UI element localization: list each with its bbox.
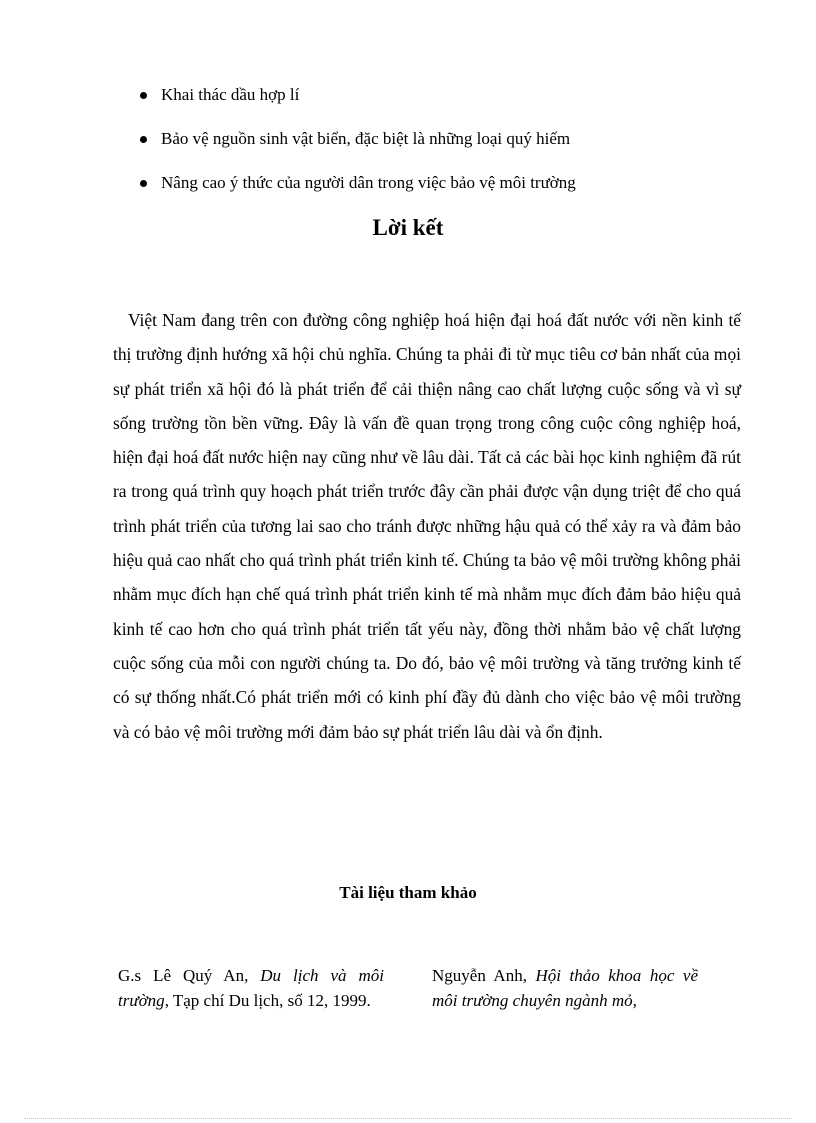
- list-item-text: Khai thác dầu hợp lí: [161, 85, 300, 104]
- reference-author: Nguyễn Anh,: [432, 966, 536, 985]
- reference-work: Du lịch và môi trường: [118, 966, 384, 1010]
- bullet-icon: [140, 136, 147, 143]
- conclusion-paragraph: Việt Nam đang trên con đường công nghiệp hoá hiện đại hoá đất nước với nền kinh tế thị trường định hướng xã hội chủ nghĩa. Chúng ta phải đi từ mục tiêu cơ bản nhất của mọi sự phát triển xã hội đó là phát triển để cải thiện nâng cao chất lượng cuộc sống và vì sự sống trường tồn bền vững. Đây là vấn đề quan trọng trong công cuộc công nghiệp hoá, hiện đại hoá đất nước hiện nay cũng như về lâu dài. Tất cả các bài học kinh nghiệm đã rút ra trong quá trình quy hoạch phát triển trước đây cần phải được vận dụng triệt để cho quá trình phát triển của tương lai sao cho tránh được những hậu quả có thể xảy ra và đảm bảo hiệu quả cao nhất cho quá trình phát triển kinh tế. Chúng ta bảo vệ môi trường không phải nhằm mục đích hạn chế quá trình phát triển kinh tế mà nhằm mục đích đảm bảo hiệu quả kinh tế cao hơn cho quá trình phát triển tất yếu này, đồng thời nhằm bảo vệ chất lượng cuộc sống của mỗi con người chúng ta. Do đó, bảo vệ môi trường và tăng trưởng kinh tế có sự thống nhất.Có phát triển mới có kinh phí đầy đủ dành cho việc bảo vệ môi trường và có bảo vệ môi trường mới đảm bảo sự phát triển lâu dài và ổn định.: [113, 310, 741, 742]
- reference-author: G.s Lê Quý An,: [118, 966, 261, 985]
- references-title: Tài liệu tham khảo: [339, 883, 477, 902]
- reference-entry: [118, 963, 384, 1013]
- list-item: [136, 126, 756, 170]
- reference-work: Hội thảo khoa học về môi trường chuyên ngành mỏ,: [432, 966, 698, 1010]
- reference-entry: [432, 963, 698, 1013]
- section-title: Lời kết: [372, 215, 444, 240]
- bullet-icon: [140, 180, 147, 187]
- list-item: [136, 170, 756, 214]
- list-item-text: Nâng cao ý thức của người dân trong việc bảo vệ môi trường: [161, 173, 576, 192]
- list-item-text: Bảo vệ nguồn sinh vật biển, đặc biệt là những loại quý hiếm: [161, 129, 571, 148]
- reference-details: , Tạp chí Du lịch, số 12, 1999.: [164, 991, 371, 1010]
- bullet-list: [136, 82, 756, 214]
- list-item: [136, 82, 756, 126]
- bullet-icon: [140, 92, 147, 99]
- page-bottom-divider: [24, 1118, 792, 1119]
